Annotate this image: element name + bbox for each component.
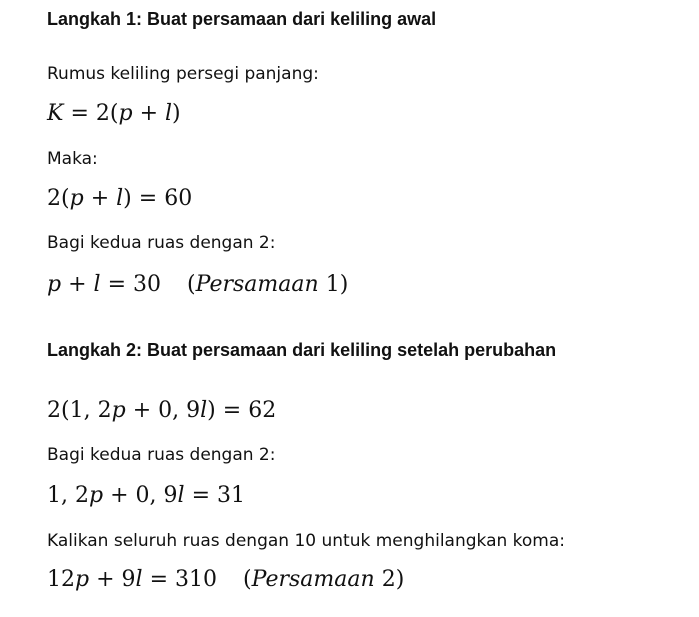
step1-result: p + l = 30	[47, 272, 162, 297]
step1-then-label: Maka:	[47, 149, 98, 169]
step1-result-line	[47, 272, 348, 297]
step1-formula-label: Rumus keliling persegi panjang:	[47, 64, 319, 84]
step1-formula: K = 2(p + l)	[47, 101, 181, 126]
step2-equation: 2(1, 2p + 0, 9l) = 62	[47, 398, 277, 423]
step2-divide-label: Bagi kedua ruas dengan 2:	[47, 445, 276, 465]
step1-result-tag: (Persamaan 1)	[187, 272, 349, 297]
step2-result-line	[47, 567, 404, 592]
step2-halved: 1, 2p + 0, 9l = 31	[47, 483, 246, 508]
step1-equation: 2(p + l) = 60	[47, 186, 193, 211]
step1-heading: Langkah 1: Buat persamaan dari keliling awal	[47, 9, 437, 29]
step2-heading: Langkah 2: Buat persamaan dari keliling setelah perubahan	[47, 340, 557, 360]
step2-multiply-label: Kalikan seluruh ruas dengan 10 untuk menghilangkan koma:	[47, 531, 566, 551]
step2-result-tag: (Persamaan 2)	[243, 567, 405, 592]
step1-divide-label: Bagi kedua ruas dengan 2:	[47, 233, 276, 253]
step2-result: 12p + 9l = 310	[47, 567, 218, 592]
